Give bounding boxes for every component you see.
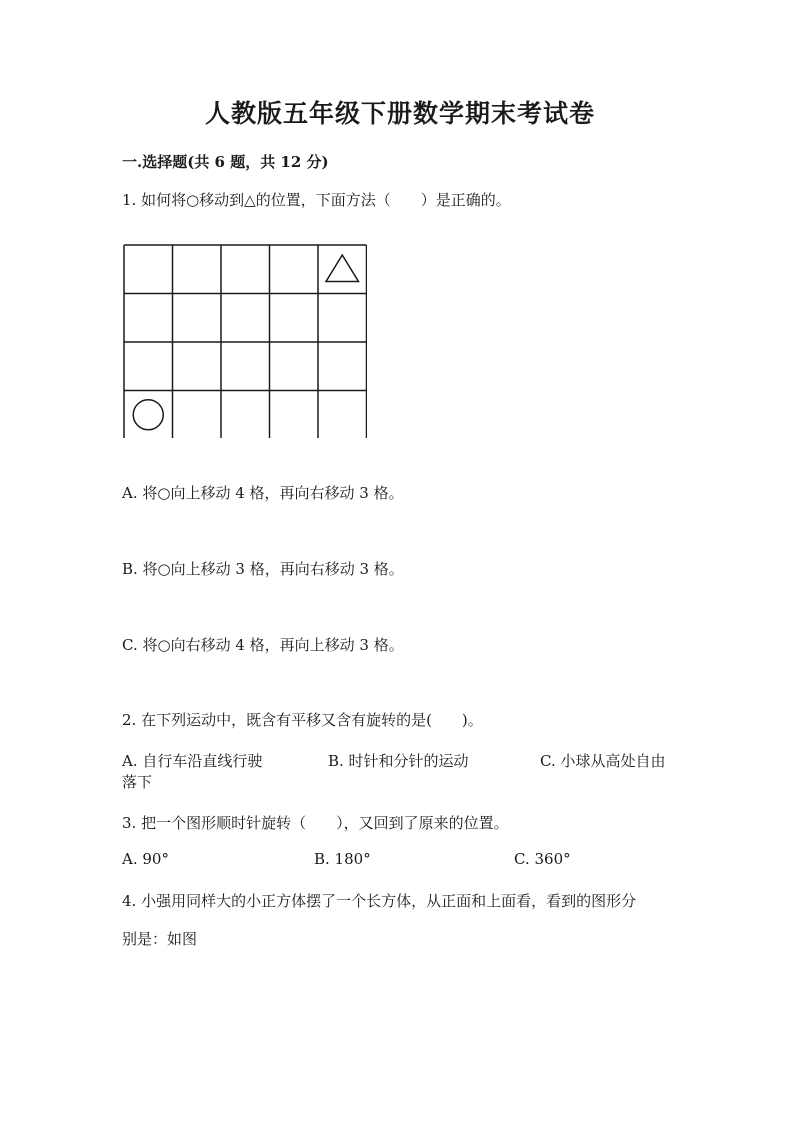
question-2-option-b: B. 时针和分针的运动 [328,752,469,770]
question-3-option-c: C. 360° [514,850,571,868]
circle-shape [133,400,163,430]
triangle-shape [326,255,359,282]
question-1-grid-figure [123,244,367,438]
exam-title: 人教版五年级下册数学期末考试卷 [204,99,595,128]
question-3-option-a: A. 90° [122,850,169,868]
question-2-text: 2. 在下列运动中，既含有平移又含有旋转的是( )。 [122,711,483,729]
question-4-text-line-1: 4. 小强用同样大的小正方体摆了一个长方体，从正面和上面看，看到的图形分 [122,892,637,910]
question-2-option-c: C. 小球从高处自由 [540,752,666,770]
section-heading: 一.选择题(共 6 题，共 12 分) [122,153,329,171]
question-1-option-a: A. 将○向上移动 4 格，再向右移动 3 格。 [122,484,404,502]
question-1-text: 1. 如何将○移动到△的位置，下面方法（ ）是正确的。 [122,191,511,209]
question-1-option-b: B. 将○向上移动 3 格，再向右移动 3 格。 [122,560,404,578]
question-3-text: 3. 把一个图形顺时针旋转（ ），又回到了原来的位置。 [122,814,509,832]
question-1-option-c: C. 将○向右移动 4 格，再向上移动 3 格。 [122,636,404,654]
question-4-text-line-2: 别是：如图 [122,930,198,948]
question-3-option-b: B. 180° [314,850,371,868]
question-2-option-a: A. 自行车沿直线行驶 [122,752,263,770]
question-2-option-c-wrap: 落下 [122,773,153,791]
